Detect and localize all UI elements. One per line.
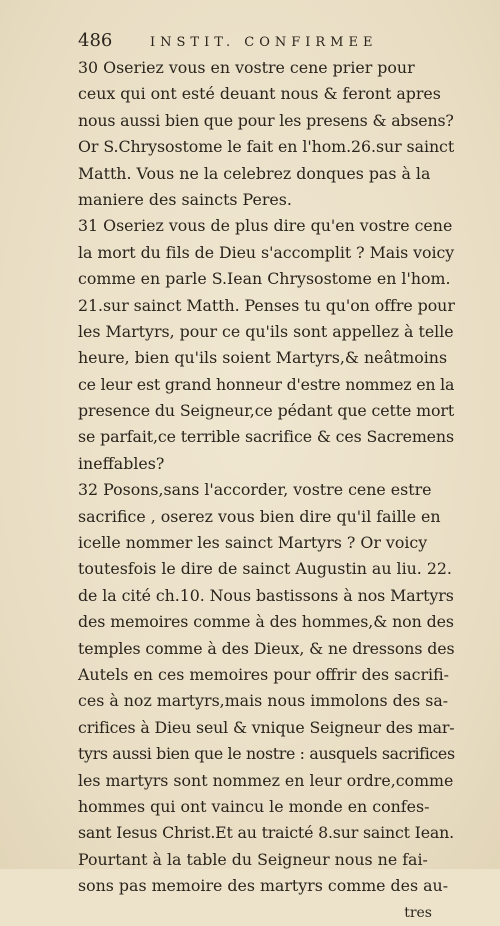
text-line: toutesfois le dire de sainct Augustin au liu. 22. — [78, 559, 452, 579]
text-line: les Martyrs, pour ce qu'ils sont appellez à telle — [78, 321, 454, 341]
text-line: ceux qui ont esté deuant nous & feront apres — [78, 84, 441, 104]
text-line: icelle nommer les sainct Martyrs ? Or voicy — [78, 533, 428, 553]
text-line: ce leur est grand honneur d'estre nommez en la — [78, 374, 455, 394]
text-line: temples comme à des Dieux, & ne dressons des — [78, 638, 455, 658]
body-text — [78, 55, 454, 926]
text-line: maniere des saincts Peres. — [78, 189, 292, 209]
text-line: hommes qui ont vaincu le monde en confes- — [78, 796, 430, 816]
text-line: 32 Posons,sans l'accorder, vostre cene estre — [78, 480, 432, 500]
text-line: se parfait,ce terrible sacrifice & ces Sacremens — [78, 427, 454, 447]
text-line: Autels en ces memoires pour offrir des sacrifi- — [78, 664, 449, 684]
text-line: les martyrs sont nommez en leur ordre,comme — [78, 770, 454, 790]
page-number: 486 — [78, 30, 113, 51]
text-line: presence du Seigneur,ce pédant que cette mort — [78, 401, 455, 421]
text-line: sant Iesus Christ.Et au traicté 8.sur sainct Iean. — [78, 823, 454, 843]
text-line: 30 Oseriez vous en vostre cene prier pour — [78, 58, 415, 77]
catchword: tres — [404, 904, 432, 921]
text-line: des memoires comme à des hommes,& non des — [78, 612, 454, 632]
text-line: Or S.Chrysostome le fait en l'hom.26.sur sainct — [78, 137, 455, 157]
text-line: tyrs aussi bien que le nostre : ausquels sacrifices — [78, 744, 455, 764]
text-line: crifices à Dieu seul & vnique Seigneur des mar- — [78, 717, 455, 737]
text-line: 21.sur sainct Matth. Penses tu qu'on offre pour — [78, 295, 455, 315]
text-line: 31 Oseriez vous de plus dire qu'en vostre cene — [78, 216, 453, 236]
text-line: Matth. Vous ne la celebrez donques pas à la — [78, 163, 431, 183]
text-line: ineffables? — [78, 453, 165, 473]
text-line: comme en parle S.Iean Chrysostome en l'hom. — [78, 269, 451, 289]
text-line: la mort du fils de Dieu s'accomplit ? Mais voicy — [78, 242, 455, 262]
text-line: heure, bien qu'ils soient Martyrs,& neâtmoins — [78, 348, 448, 368]
running-head: INSTIT. CONFIRMEE — [150, 35, 378, 50]
text-line: nous aussi bien que pour les presens & absens? — [78, 110, 454, 130]
text-line: Pourtant à la table du Seigneur nous ne fai- — [78, 849, 428, 869]
text-line: sons pas memoire des martyrs comme des au- — [78, 876, 449, 896]
page-header — [78, 30, 458, 52]
text-line: de la cité ch.10. Nous bastissons à nos Martyrs — [78, 585, 454, 605]
text-line: sacrifice , oserez vous bien dire qu'il faille en — [78, 506, 441, 526]
text-line: ces à noz martyrs,mais nous immolons des sa- — [78, 691, 449, 711]
